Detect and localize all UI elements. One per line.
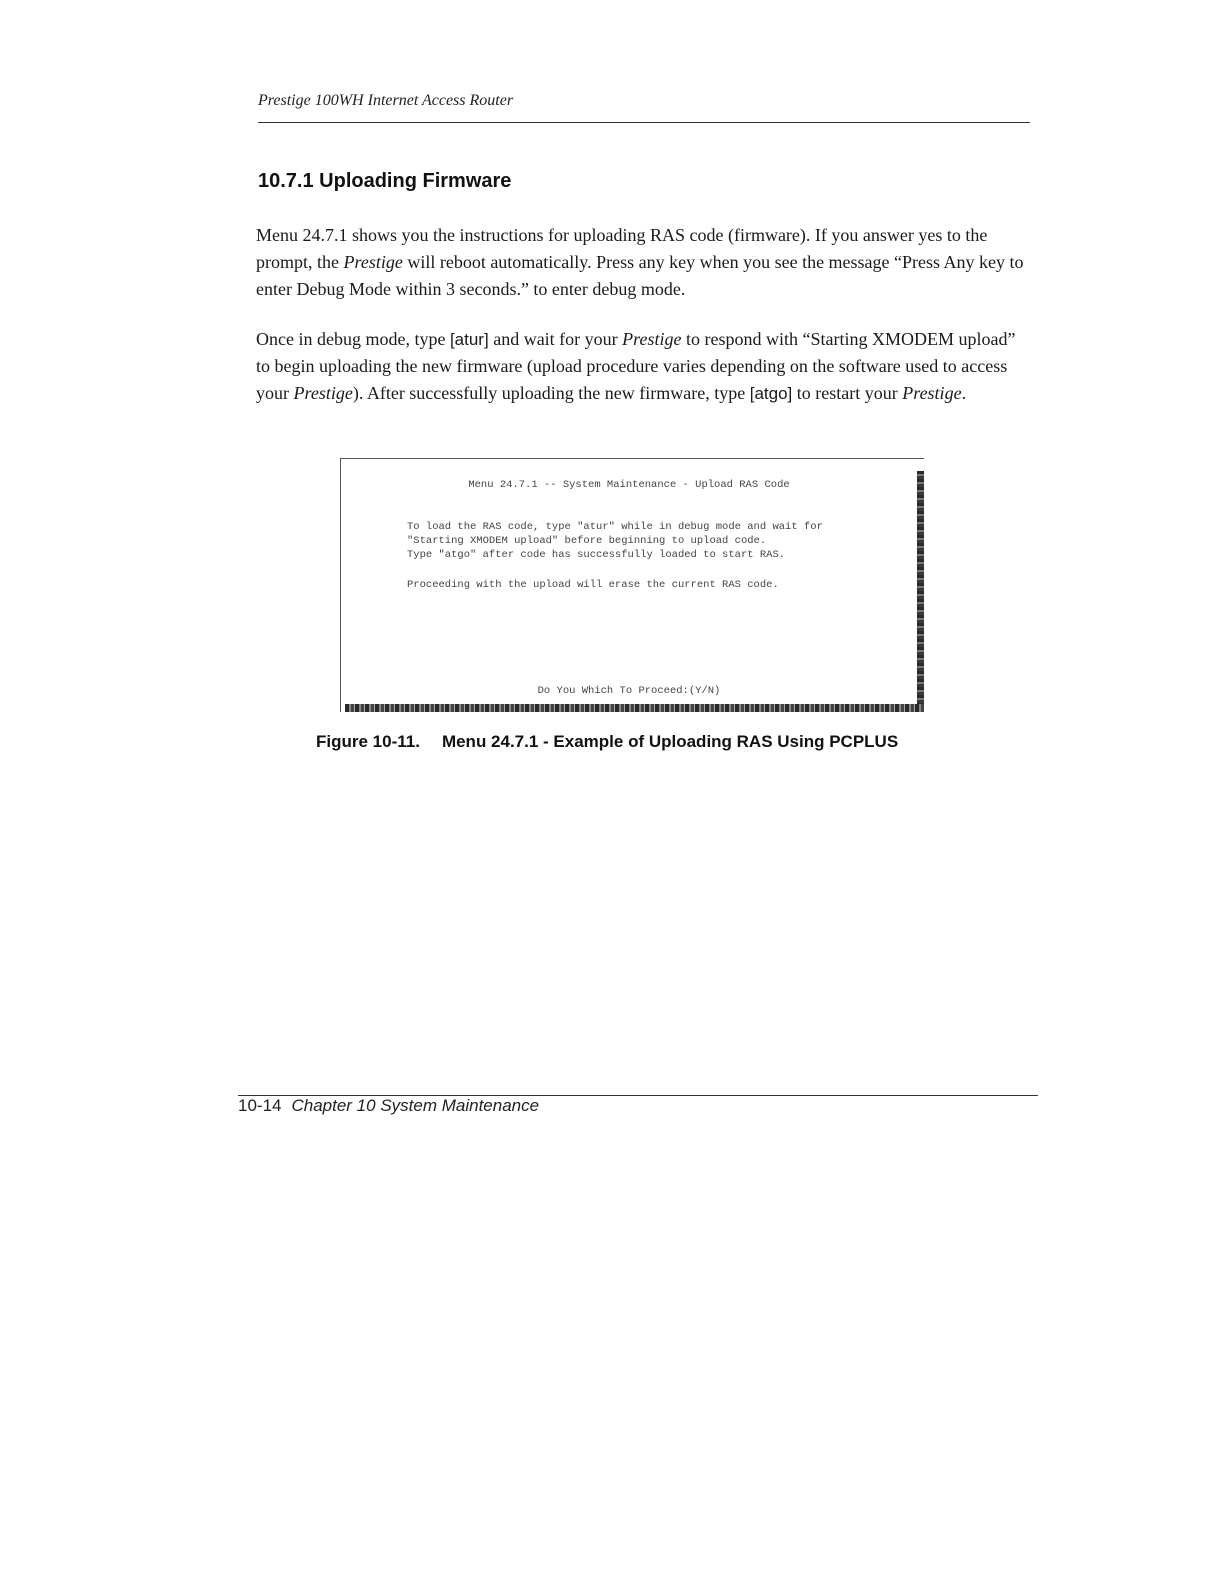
p2-prestige-3: Prestige	[902, 383, 962, 403]
figure-caption	[316, 732, 898, 752]
p1-text-2: will reboot automatically. Press any key when you see the message “Press Any key to enter Debug Mode within 3 seconds.” to enter debug mode.	[256, 252, 1024, 299]
p2-text-2: and wait for your	[488, 329, 623, 349]
paragraph-upload-instructions	[256, 222, 1026, 303]
terminal-shadow-bottom	[345, 704, 924, 712]
page-number: 10-14	[238, 1096, 282, 1115]
p2-prestige-1: Prestige	[622, 329, 682, 349]
p2-text-3: to respond with “Starting XMODEM upload” to begin uploading the new firmware (upload procedure varies depending on the software used to access your	[256, 329, 1016, 403]
p2-text-4: ). After successfully uploading the new firmware, type	[352, 383, 750, 403]
p2-text-6: .	[961, 383, 967, 403]
terminal-line-3: Type "atgo" after code has successfully loaded to start RAS.	[407, 549, 786, 561]
terminal-proceed-prompt: Do You Which To Proceed:(Y/N)	[537, 685, 721, 697]
terminal-menu-title: Menu 24.7.1 -- System Maintenance - Upload RAS Code	[468, 479, 790, 491]
paragraph-debug-mode	[256, 326, 1026, 407]
page-footer	[238, 1096, 539, 1116]
p2-text-5: to restart your	[792, 383, 903, 403]
chapter-title: Chapter 10 System Maintenance	[291, 1096, 540, 1115]
terminal-shadow-right	[917, 471, 924, 712]
atur-command: [atur]	[449, 330, 489, 349]
terminal-screenshot	[340, 458, 924, 712]
terminal-line-2: "Starting XMODEM upload" before beginning to upload code.	[407, 535, 767, 547]
figure-caption-text: Menu 24.7.1 - Example of Uploading RAS Using PCPLUS	[441, 732, 899, 751]
section-title: 10.7.1 Uploading Firmware	[258, 170, 512, 192]
terminal-warning: Proceeding with the upload will erase the current RAS code.	[407, 579, 779, 591]
running-header: Prestige 100WH Internet Access Router	[258, 92, 514, 109]
p1-text-1: Menu 24.7.1 shows you the instructions for uploading RAS code (firmware). If you answer yes to the prompt, the	[256, 225, 988, 272]
terminal-line-1: To load the RAS code, type "atur" while in debug mode and wait for	[407, 521, 823, 533]
p2-text-1: Once in debug mode, type	[256, 329, 450, 349]
atgo-command: [atgo]	[749, 384, 793, 403]
figure-number: Figure 10-11.	[316, 732, 420, 751]
p2-prestige-2: Prestige	[293, 383, 353, 403]
p1-prestige: Prestige	[343, 252, 403, 272]
header-rule	[258, 122, 1030, 123]
